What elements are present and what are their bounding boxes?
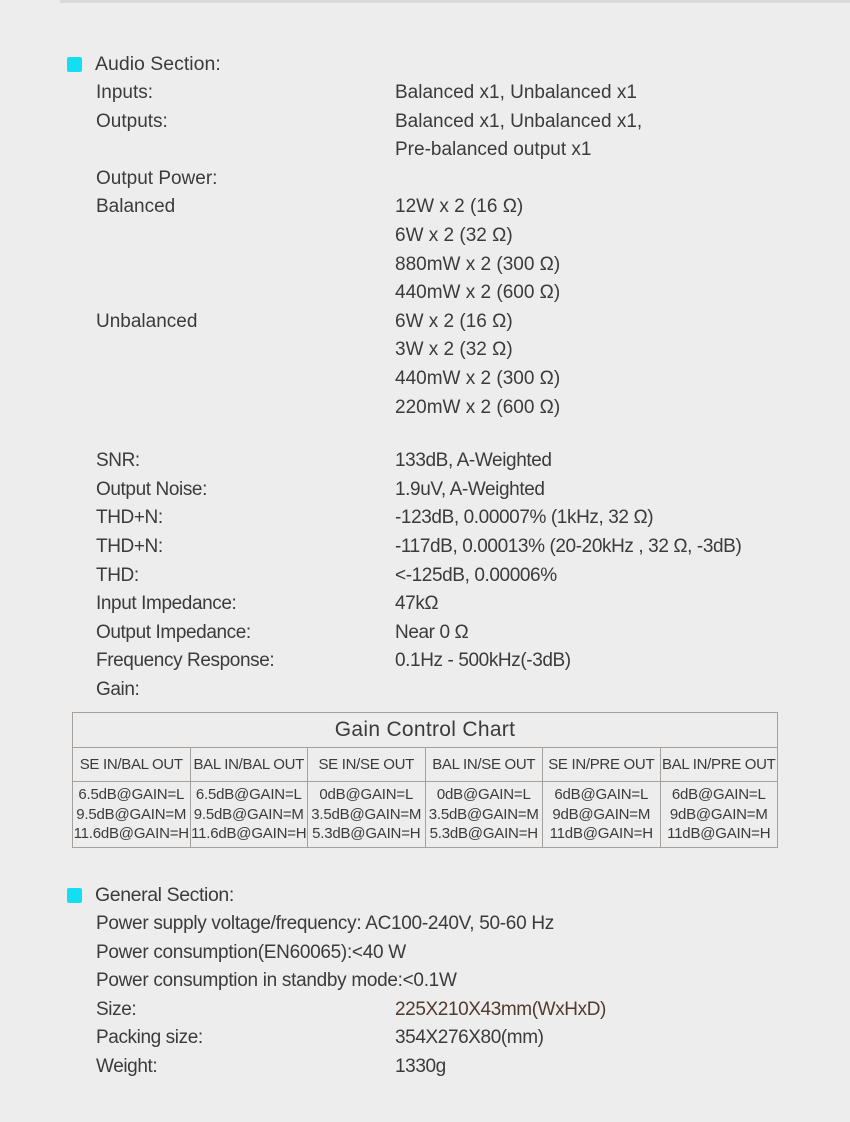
spec-row-size — [96, 996, 850, 1025]
gain-table-cell: 6.5dB@GAIN=L 9.5dB@GAIN=M 11.6dB@GAIN=H — [73, 782, 191, 848]
gain-table-header-cell: BAL IN/BAL OUT — [190, 748, 308, 782]
spec-row-thdn-1 — [96, 504, 850, 533]
general-line: Power supply voltage/frequency: AC100-240V, 50-60 Hz — [96, 912, 554, 934]
gain-table-cell: 6dB@GAIN=L 9dB@GAIN=M 11dB@GAIN=H — [543, 782, 661, 848]
spec-value: <-125dB, 0.00006% — [395, 564, 557, 586]
spec-row-output-impedance — [96, 619, 850, 648]
spec-label: Unbalanced — [96, 310, 198, 332]
spec-label: Output Noise: — [96, 478, 207, 500]
spec-row-frequency-response — [96, 647, 850, 676]
general-line: Power consumption(EN60065):<40 W — [96, 941, 406, 963]
spec-label: Inputs: — [96, 82, 154, 103]
spec-label: Size: — [96, 998, 137, 1020]
spec-label: Output Impedance: — [96, 621, 251, 643]
gain-table-body-row — [73, 782, 778, 848]
general-line: Power consumption in standby mode:<0.1W — [96, 970, 457, 992]
spec-value: -123dB, 0.00007% (1kHz, 32 Ω) — [395, 507, 654, 529]
gain-control-table — [72, 712, 778, 848]
spec-value: 6W x 2 (16 Ω) 3W x 2 (32 Ω) 440mW x 2 (300 Ω) 220mW x 2 (600 Ω) — [395, 310, 561, 418]
spec-label: Output Power: — [96, 167, 218, 189]
spec-row-output-power — [96, 165, 850, 194]
gain-table-title: Gain Control Chart — [73, 713, 778, 748]
spec-row-packing-size — [96, 1024, 850, 1053]
spec-label: SNR: — [96, 450, 140, 472]
spec-row-balanced — [96, 193, 850, 307]
gain-table-title-row — [73, 713, 778, 748]
spec-label: Packing size: — [96, 1027, 203, 1049]
spec-row-outputs — [96, 108, 850, 165]
audio-section-rows — [96, 79, 850, 704]
top-edge-line — [60, 0, 850, 3]
spec-value: Balanced x1, Unbalanced x1, Pre-balanced output x1 — [395, 110, 643, 161]
spec-value: 1330g — [395, 1055, 446, 1077]
spec-value: 354X276X80(mm) — [395, 1027, 544, 1049]
gain-table-header-cell: BAL IN/SE OUT — [425, 748, 543, 782]
spec-row-gain — [96, 676, 850, 705]
section-title: Audio Section: — [95, 53, 221, 75]
spec-label: Weight: — [96, 1055, 158, 1077]
spec-row-output-noise — [96, 476, 850, 505]
spec-label: Input Impedance: — [96, 593, 237, 615]
spec-label: THD+N: — [96, 507, 163, 529]
gain-table-header-cell: SE IN/SE OUT — [308, 748, 426, 782]
spec-label: Balanced — [96, 196, 176, 218]
gain-table-header-cell: SE IN/BAL OUT — [73, 748, 191, 782]
spec-label: Outputs: — [96, 110, 168, 132]
spec-value: 225X210X43mm(WxHxD) — [395, 998, 606, 1020]
spec-label: Gain: — [96, 678, 140, 700]
spec-value: 1.9uV, A-Weighted — [395, 478, 545, 500]
spec-value: 133dB, A-Weighted — [395, 450, 552, 472]
spec-value: 0.1Hz - 500kHz(-3dB) — [395, 650, 571, 672]
spec-value: 47kΩ — [395, 593, 439, 615]
section-bullet-icon — [67, 888, 82, 903]
spec-value — [395, 676, 850, 705]
audio-section-heading — [67, 50, 850, 79]
gain-table-header-row — [73, 748, 778, 782]
spec-label: THD: — [96, 564, 139, 586]
section-bullet-icon — [67, 57, 82, 72]
spec-row-thd — [96, 562, 850, 591]
section-title: General Section: — [95, 883, 234, 906]
spec-value: Near 0 Ω — [395, 621, 469, 643]
spec-label: THD+N: — [96, 535, 163, 557]
gain-table-header-cell: SE IN/PRE OUT — [543, 748, 661, 782]
gain-table-cell: 6.5dB@GAIN=L 9.5dB@GAIN=M 11.6dB@GAIN=H — [190, 782, 308, 848]
gain-table-cell: 0dB@GAIN=L 3.5dB@GAIN=M 5.3dB@GAIN=H — [308, 782, 426, 848]
gain-table-cell: 0dB@GAIN=L 3.5dB@GAIN=M 5.3dB@GAIN=H — [425, 782, 543, 848]
spec-value: -117dB, 0.00013% (20-20kHz , 32 Ω, -3dB) — [395, 535, 742, 557]
spec-row-unbalanced — [96, 308, 850, 422]
spec-row-weight — [96, 1053, 850, 1082]
spec-value: 12W x 2 (16 Ω) 6W x 2 (32 Ω) 880mW x 2 (300 Ω) 440mW x 2 (600 Ω) — [395, 196, 561, 304]
gain-table-cell: 6dB@GAIN=L 9dB@GAIN=M 11dB@GAIN=H — [660, 782, 778, 848]
spec-value: Balanced x1, Unbalanced x1 — [395, 82, 637, 103]
spec-row-input-impedance — [96, 590, 850, 619]
general-section-lines — [96, 910, 850, 996]
spec-row-inputs — [96, 79, 850, 108]
spec-row-thdn-2 — [96, 533, 850, 562]
spec-row-snr — [96, 447, 850, 476]
general-section-heading — [67, 881, 850, 910]
general-section-rows — [96, 996, 850, 1082]
spec-value — [395, 165, 850, 194]
spec-label: Frequency Response: — [96, 650, 275, 672]
gain-table-header-cell: BAL IN/PRE OUT — [660, 748, 778, 782]
